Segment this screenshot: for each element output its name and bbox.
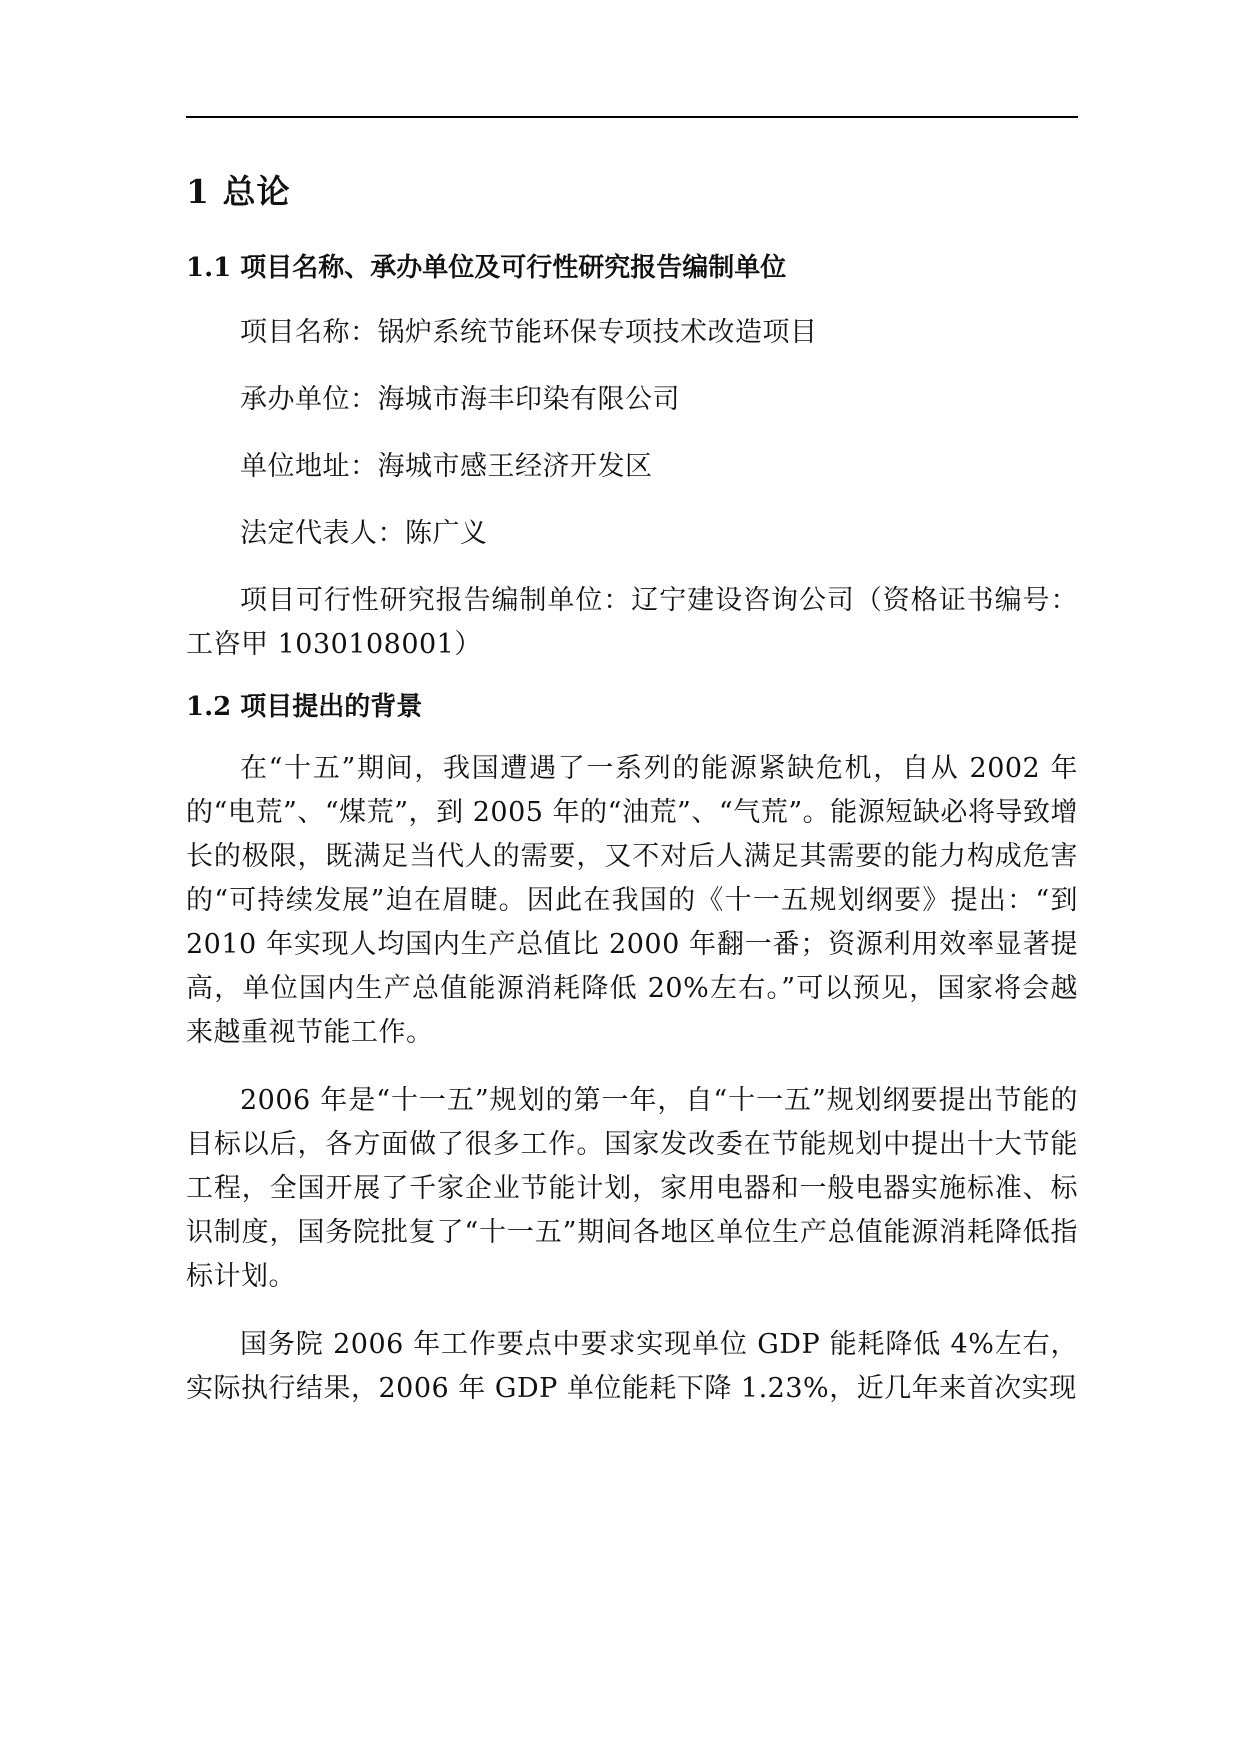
section-heading-1-2: 1.2 项目提出的背景 [186,692,423,723]
field-host-unit: 承办单位：海城市海丰印染有限公司 [240,384,680,416]
field-unit-address: 单位地址：海城市感王经济开发区 [240,451,653,483]
paragraph-background-1: 在“十五”期间，我国遭遇了一系列的能源紧缺危机，自从 2002 年的“电荒”、“煤荒”，到 2005 年的“油荒”、“气荒”。能源短缺必将导致增长的极限，既满足当代人的需要，又不对后人满足其需要的能力构成危害的“可持续发展”迫在眉睫。因此在我国的《十一五规划纲要》提出：“到 2010 年实现人均国内生产总值比 2000 年翻一番；资源利用效率显著提高，单位国内生产总值能源消耗降低 20%左右。”可以预见，国家将会越来越重视节能工作。 [186,753,1078,1049]
field-project-name: 项目名称：锅炉系统节能环保专项技术改造项目 [240,317,818,349]
paragraph-background-2: 2006 年是“十一五”规划的第一年，自“十一五”规划纲要提出节能的目标以后，各方面做了很多工作。国家发改委在节能规划中提出十大节能工程，全国开展了千家企业节能计划，家用电器和一般电器实施标准、标识制度，国务院批复了“十一五”期间各地区单位生产总值能源消耗降低指标计划。 [186,1085,1078,1293]
page-content [186,172,1078,1435]
field-legal-representative: 法定代表人：陈广义 [240,518,488,550]
chapter-title: 1 总论 [186,172,291,211]
paragraph-background-3: 国务院 2006 年工作要点中要求实现单位 GDP 能耗降低 4%左右，实际执行结果，2006 年 GDP 单位能耗下降 1.23%，近几年来首次实现 [186,1329,1078,1405]
header-rule [186,116,1078,118]
section-heading-1-1: 1.1 项目名称、承办单位及可行性研究报告编制单位 [186,252,787,283]
field-report-compiler: 项目可行性研究报告编制单位：辽宁建设咨询公司（资格证书编号：工咨甲 1030108001） [186,585,1078,661]
